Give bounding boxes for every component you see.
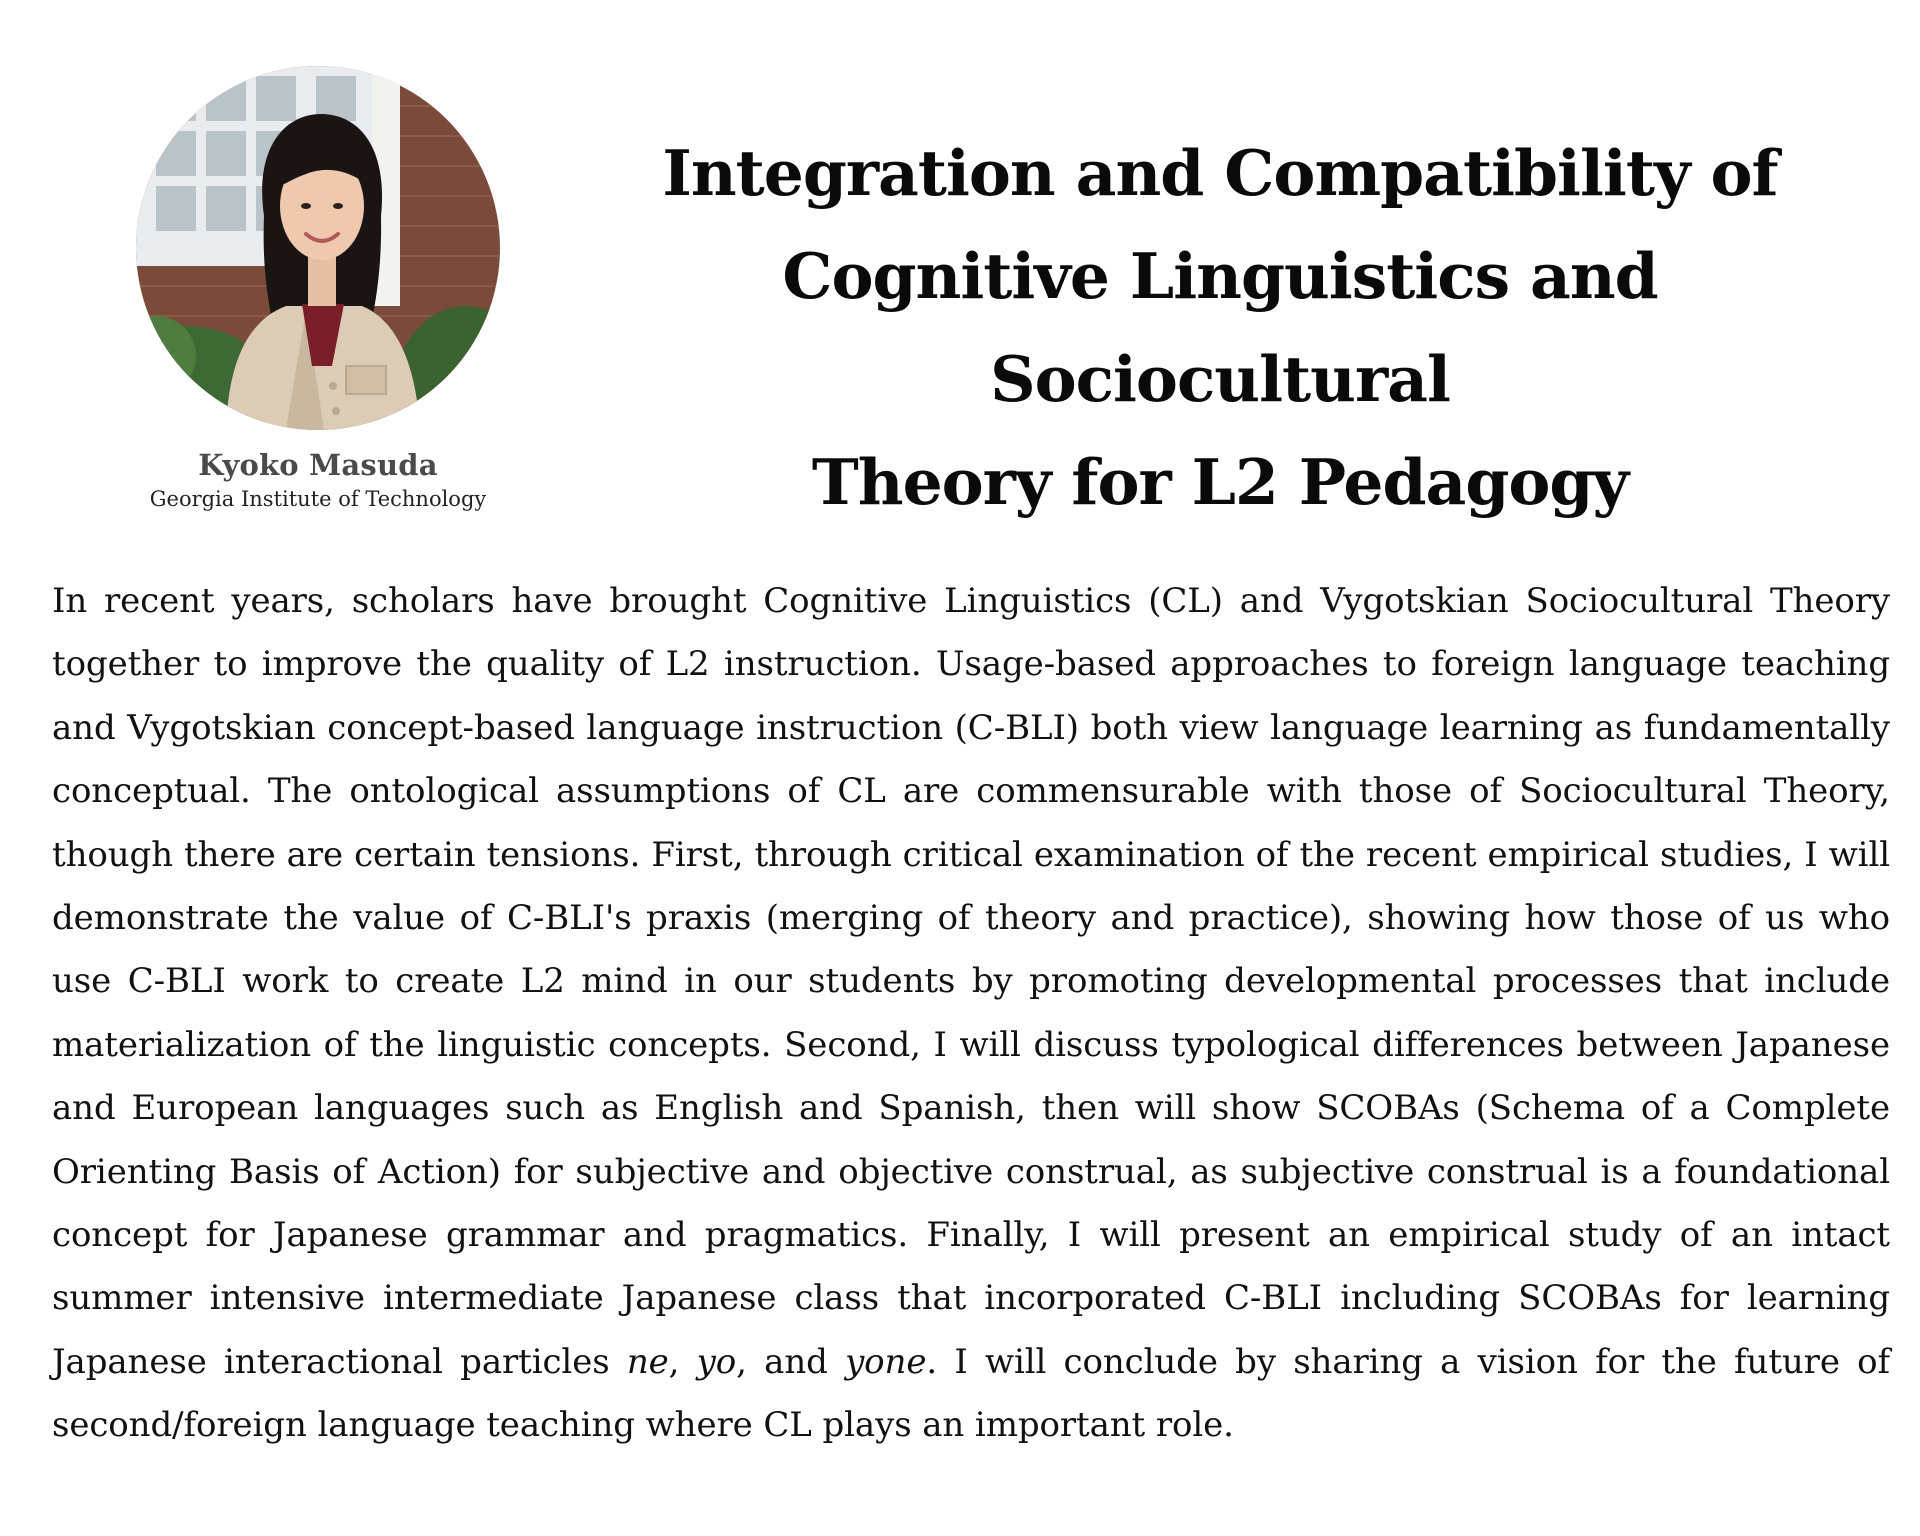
abstract-main-text: In recent years, scholars have brought Cognitive Linguistics (CL) and Vygotskian Sociocultural Theory together to improve the quality of L2 instruction. Usage-based approaches to foreign language teaching and Vygotskian concept-based language instruction (C-BLI) both view language learning as fundamentally conceptual. The ontological assumptions of CL are commensurable with those of Sociocultural Theory, though there are certain tensions. First, through critical examination of the recent empirical studies, I will demonstrate the value of C-BLI's praxis (merging of theory and practice), showing how those of us who use C-BLI work to create L2 mind in our students by promoting developmental processes that include materialization of the linguistic concepts. Second, I will discuss typological differences between Japanese and European languages such as English and Spanish, then will show SCOBAs (Schema of a Complete Orienting Basis of Action) for subjective and objective construal, as subjective construal is a foundational concept for Japanese grammar and pragmatics. Finally, I will present an empirical study of an intact summer intensive intermediate Japanese class that incorporated C-BLI including SCOBAs for learning Japanese interactional particles — [52, 581, 1890, 1382]
particle-ne: ne — [626, 1341, 669, 1382]
abstract-ending-text: . I will conclude by sharing a vision for the future of second/foreign language teaching where CL plays an important role. — [52, 1341, 1890, 1446]
speaker-name: Kyoko Masuda — [198, 448, 438, 482]
particle-yo: yo — [696, 1341, 737, 1382]
portrait-illustration — [136, 66, 500, 430]
abstract-separator-2: , and — [736, 1341, 846, 1382]
abstract-paragraph — [52, 570, 1890, 1458]
abstract-separator-1: , — [668, 1341, 697, 1382]
talk-title-line-3: Theory for L2 Pedagogy — [811, 445, 1629, 519]
speaker-portrait-photo — [136, 66, 500, 430]
particle-yone: yone — [845, 1341, 927, 1382]
speaker-affiliation: Georgia Institute of Technology — [149, 487, 487, 511]
talk-title — [570, 122, 1870, 534]
talk-title-line-2: Cognitive Linguistics and Sociocultural — [782, 239, 1658, 416]
talk-title-line-1: Integration and Compatibility of — [662, 136, 1778, 210]
